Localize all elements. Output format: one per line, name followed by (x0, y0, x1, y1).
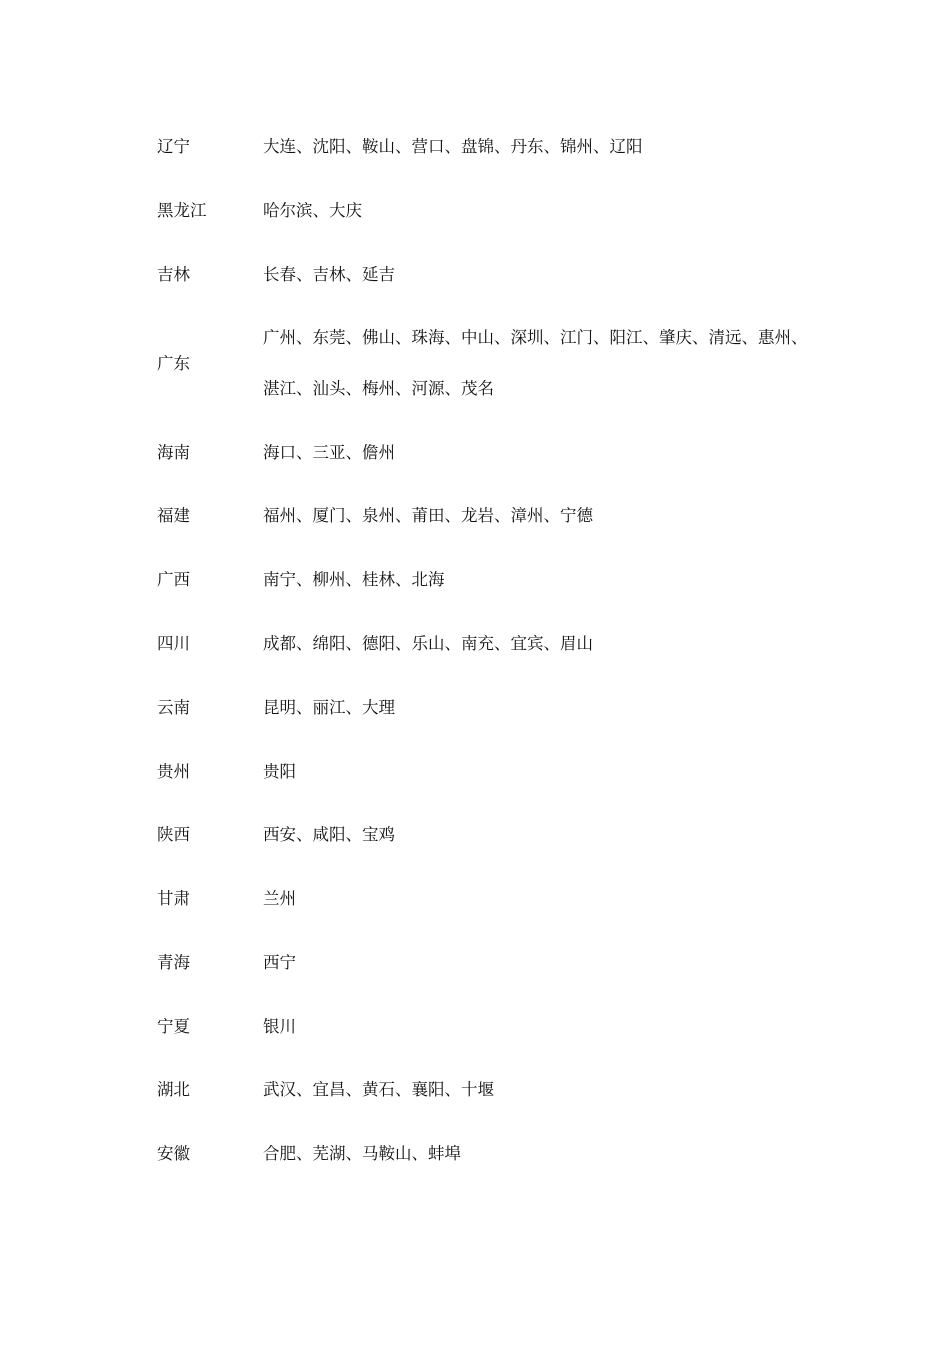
province-name: 宁夏 (157, 1017, 190, 1036)
city-list: 大连、沈阳、鞍山、营口、盘锦、丹东、锦州、辽阳 (263, 137, 643, 156)
city-list-continued: 湛江、汕头、梅州、河源、茂名 (263, 379, 494, 398)
city-list: 广州、东莞、佛山、珠海、中山、深圳、江门、阳江、肇庆、清远、惠州、 (263, 328, 808, 347)
city-list: 长春、吉林、延吉 (263, 265, 395, 284)
province-name: 云南 (157, 698, 190, 717)
city-list: 武汉、宜昌、黄石、襄阳、十堰 (263, 1080, 494, 1099)
province-name: 黑龙江 (157, 201, 207, 220)
province-name: 广东 (157, 354, 190, 373)
city-list: 西宁 (263, 953, 296, 972)
city-list: 成都、绵阳、德阳、乐山、南充、宜宾、眉山 (263, 634, 593, 653)
province-name: 辽宁 (157, 137, 190, 156)
province-row-guangdong (157, 327, 837, 400)
city-list: 银川 (263, 1017, 296, 1036)
city-list: 西安、咸阳、宝鸡 (263, 825, 395, 844)
city-list: 海口、三亚、儋州 (263, 443, 395, 462)
province-name: 甘肃 (157, 889, 190, 908)
province-name: 广西 (157, 570, 190, 589)
city-list: 哈尔滨、大庆 (263, 201, 362, 220)
province-name: 湖北 (157, 1080, 190, 1099)
province-name: 福建 (157, 506, 190, 525)
province-name: 陕西 (157, 825, 190, 844)
province-name: 四川 (157, 634, 190, 653)
province-name: 海南 (157, 443, 190, 462)
city-list: 合肥、芜湖、马鞍山、蚌埠 (263, 1144, 461, 1163)
city-list: 昆明、丽江、大理 (263, 698, 395, 717)
province-name: 贵州 (157, 762, 190, 781)
city-list: 南宁、柳州、桂林、北海 (263, 570, 445, 589)
city-list: 贵阳 (263, 762, 296, 781)
province-name: 青海 (157, 953, 190, 972)
province-name: 吉林 (157, 265, 190, 284)
province-name: 安徽 (157, 1144, 190, 1163)
city-list: 福州、厦门、泉州、莆田、龙岩、漳州、宁德 (263, 506, 593, 525)
city-list: 兰州 (263, 889, 296, 908)
